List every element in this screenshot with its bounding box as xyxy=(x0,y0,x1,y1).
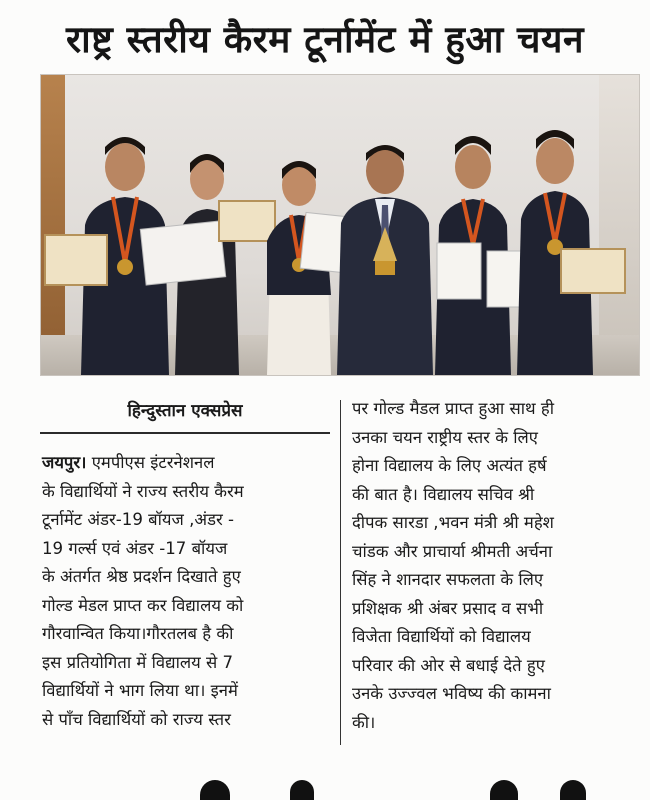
group-photo xyxy=(40,74,640,376)
glyph-fragment xyxy=(290,780,314,800)
text-line: चांडक और प्राचार्या श्रीमती अर्चना xyxy=(352,541,553,561)
person-6 xyxy=(517,130,625,375)
text-line xyxy=(42,449,338,478)
photo-people-illustration xyxy=(41,75,639,375)
text-line: उनके उज्ज्वल भविष्य की कामना xyxy=(352,684,551,703)
next-headline-fragment xyxy=(160,776,620,800)
text-line: विद्यार्थियों ने भाग लिया था। इनमें xyxy=(42,681,238,700)
text-line: दीपक सारडा ,भवन मंत्री श्री महेश xyxy=(352,513,554,532)
text-line-content: एमपीएस इंटरनेशनल xyxy=(86,453,215,472)
text-line: होना विद्यालय के लिए अत्यंत हर्ष xyxy=(352,456,547,475)
text-line: की बात है। विद्यालय सचिव श्री xyxy=(352,484,535,504)
text-line: से पाँच विद्यार्थियों को राज्य स्तर xyxy=(42,709,231,729)
glyph-fragment xyxy=(560,780,586,800)
text-line: सिंह ने शानदार सफलता के लिए xyxy=(352,570,544,589)
text-line: उनका चयन राष्ट्रीय स्तर के लिए xyxy=(352,427,538,447)
text-line: की। xyxy=(352,712,376,732)
source-name: हिन्दुस्तान एक्सप्रेस xyxy=(127,401,243,421)
person-4 xyxy=(337,145,433,375)
left-column xyxy=(42,449,338,734)
source-underline xyxy=(40,432,330,434)
text-line: गोल्ड मेडल प्राप्त कर विद्यालय को xyxy=(42,595,244,615)
column-divider xyxy=(340,400,341,745)
text-line: 19 गर्ल्स एवं अंडर -17 बॉयज xyxy=(42,538,228,558)
dateline: जयपुर। xyxy=(42,453,87,472)
text-line: गौरवान्वित किया।गौरतलब है की xyxy=(42,624,234,643)
text-line: के विद्यार्थियों ने राज्य स्तरीय कैरम xyxy=(42,481,244,501)
text-line: के अंतर्गत श्रेष्ठ प्रदर्शन दिखाते हुए xyxy=(42,567,241,586)
glyph-fragment xyxy=(200,780,230,800)
text-line: पर गोल्ड मैडल प्राप्त हुआ साथ ही xyxy=(352,399,555,418)
right-column xyxy=(352,395,648,737)
text-line: विजेता विद्यार्थियों को विद्यालय xyxy=(352,627,531,646)
headline: राष्ट्र स्तरीय कैरम टूर्नामेंट में हुआ चयन xyxy=(65,18,585,61)
glyph-fragment xyxy=(490,780,518,800)
text-line: परिवार की ओर से बधाई देते हुए xyxy=(352,655,545,675)
text-line: टूर्नामेंट अंडर-19 बॉयज ,अंडर - xyxy=(42,510,235,529)
text-line: इस प्रतियोगिता में विद्यालय से 7 xyxy=(42,652,234,672)
text-line: प्रशिक्षक श्री अंबर प्रसाद व सभी xyxy=(352,598,544,618)
